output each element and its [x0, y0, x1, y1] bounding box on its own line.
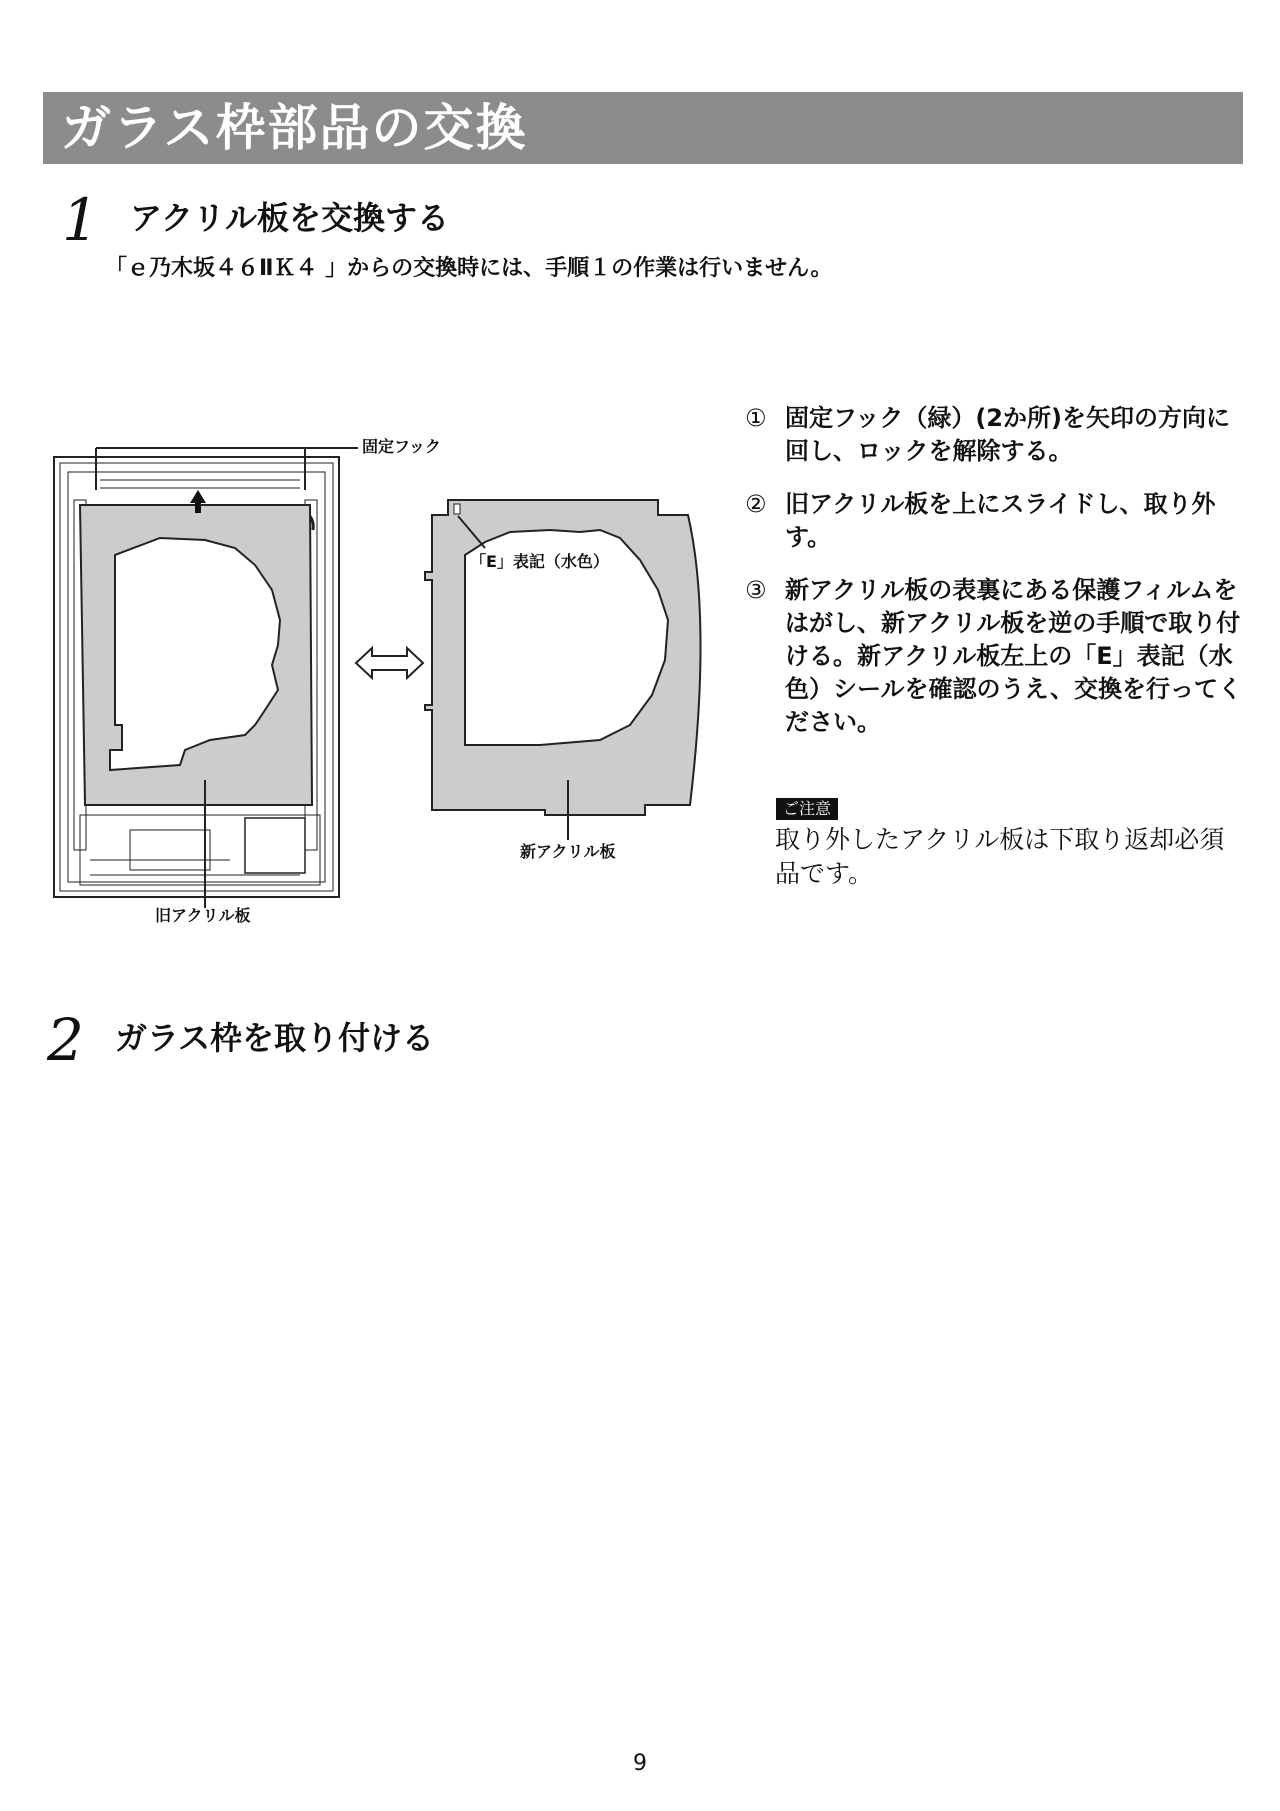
old-acrylic-panel: [80, 505, 312, 805]
swap-double-arrow: [356, 648, 423, 678]
caution-text: 取り外したアクリル板は下取り返却必須品です。: [775, 825, 1225, 888]
new-acrylic-panel: [425, 500, 701, 815]
step-2-title: ガラス枠を取り付ける: [115, 1019, 435, 1057]
instruction-text: 新アクリル板の表裏にある保護フィルムをはがし、新アクリル板を逆の手順で取り付ける。新アクリル板左上の「E」表記（水色）シールを確認のうえ、交換を行ってください。: [785, 576, 1242, 736]
instruction-marker: ②: [745, 490, 767, 518]
instruction-text: 旧アクリル板を上にスライドし、取り外す。: [785, 490, 1216, 551]
instruction-list: [745, 402, 1245, 759]
panel-illustration: [40, 420, 710, 940]
callout-new-panel: 新アクリル板: [520, 842, 616, 861]
callout-fixing-hook: 固定フック: [362, 437, 441, 456]
instruction-item: [745, 488, 1245, 554]
instruction-marker: ①: [745, 404, 767, 432]
section-title: ガラス枠部品の交換: [61, 99, 528, 157]
caution-badge: ご注意: [776, 798, 838, 820]
e-mark-sticker: [454, 504, 460, 514]
callout-e-mark: 「E」表記（水色）: [470, 552, 609, 571]
step-1-number: 1: [62, 186, 99, 254]
instruction-item: [745, 402, 1245, 468]
step-1-title: アクリル板を交換する: [130, 199, 450, 237]
instruction-text: 固定フック（緑）(2か所)を矢印の方向に回し、ロックを解除する。: [785, 404, 1230, 465]
callout-old-panel: 旧アクリル板: [155, 906, 251, 925]
section-title-banner: [43, 92, 1243, 164]
acrylic-panel-figure: [40, 420, 710, 940]
instruction-item: [745, 574, 1245, 739]
step-2-number: 2: [47, 1006, 84, 1074]
step-1-note: 「ｅ乃木坂４６ⅡＫ４ 」からの交換時には、手順１の作業は行いません。: [105, 256, 833, 281]
page-number: 9: [633, 1751, 647, 1776]
instruction-marker: ③: [745, 576, 767, 604]
